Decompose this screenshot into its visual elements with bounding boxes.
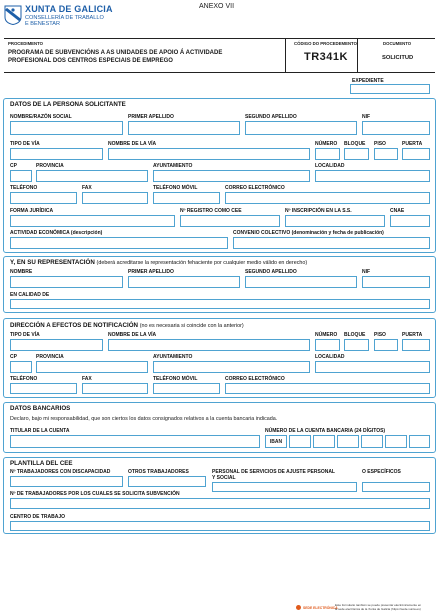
ajuste-field[interactable] [212,482,357,492]
email-field[interactable] [225,192,430,204]
sede-electronica-badge: SEDE ELECTRÓNICA [296,605,338,610]
titular-field[interactable] [10,435,260,448]
tipo-via-field[interactable] [10,148,103,160]
not-fax-field[interactable] [82,383,148,394]
label-rep-apellido1: PRIMER APELLIDO [128,269,174,275]
centro-field[interactable] [10,521,430,531]
label-nombre-via: NOMBRE DE LA VÍA [108,141,157,147]
procedure-code-label: CÓDIGO DO PROCEDEMENTO [294,41,357,46]
iban-block-5[interactable] [385,435,407,448]
label-apellido2: SEGUNDO APELLIDO [245,114,297,120]
apellido1-field[interactable] [128,121,240,135]
label-especificos: O ESPECÍFICOS [362,469,401,475]
label-not-fax: FAX [82,376,92,382]
procedure-label: PROCEDIMENTO [8,41,44,46]
logo-title: XUNTA DE GALICIA [25,4,113,14]
apellido2-field[interactable] [245,121,357,135]
label-apellido1: PRIMER APELLIDO [128,114,174,120]
label-cp: CP [10,163,17,169]
forma-juridica-field[interactable] [10,215,175,227]
not-bloque-field[interactable] [344,339,369,351]
label-centro: CENTRO DE TRABAJO [10,514,66,520]
logo-subtitle: CONSELLERÍA DE TRABALLO E BENESTAR [25,15,104,28]
label-bloque: BLOQUE [344,141,366,147]
not-numero-field[interactable] [315,339,340,351]
footer-note: Este formulario también se puede presentar electrónicamente en la sede electrónica de la Xunta de Galicia (https://sede.xunta.es) [335,603,422,611]
label-not-piso: PISO [374,332,386,338]
label-ayuntamiento: AYUNTAMIENTO [153,163,193,169]
notification-title: DIRECCIÓN A EFECTOS DE NOTIFICACIÓN (no es necesaria si coincide con la anterior) [10,322,244,329]
cnae-field[interactable] [390,215,430,227]
label-not-cp: CP [10,354,17,360]
annex-label: ANEXO VII [199,3,235,10]
otros-field[interactable] [128,476,206,487]
registro-cee-field[interactable] [180,215,280,227]
procedure-title: PROGRAMA DE SUBVENCIÓNS A AS UNIDADES DE APOIO Á ACTIVIDADE PROFESIONAL DOS CENTROS ESPECIAIS DE EMPREGO [8,50,223,64]
label-rep-apellido2: SEGUNDO APELLIDO [245,269,297,275]
not-tipo-via-field[interactable] [10,339,103,351]
label-tipo-via: TIPO DE VÍA [10,141,40,147]
iban-block-2[interactable] [313,435,335,448]
label-not-nombre-via: NOMBRE DE LA VÍA [108,332,157,338]
actividad-field[interactable] [10,237,228,249]
label-not-localidad: LOCALIDAD [315,354,345,360]
label-not-puerta: PUERTA [402,332,423,338]
bank-declaration: Declaro, bajo mi responsabilidad, que son ciertos los datos consignados relativos a la cuenta bancaria indicada. [10,416,278,422]
puerta-field[interactable] [402,148,430,160]
cp-field[interactable] [10,170,32,182]
rep-apellido2-field[interactable] [245,276,357,288]
movil-field[interactable] [153,192,220,204]
discapacidad-field[interactable] [10,476,123,487]
label-cuenta: NÚMERO DE LA CUENTA BANCARIA (24 DÍGITOS) [265,428,386,434]
not-piso-field[interactable] [374,339,398,351]
label-puerta: PUERTA [402,141,423,147]
representation-title: Y, EN SU REPRESENTACIÓN (deberá acreditarse la representación fehaciente por cualquier medio válido en derecho) [10,259,308,266]
label-movil: TELÉFONO MÓVIL [153,185,198,191]
expediente-field[interactable] [350,84,430,94]
not-nombre-via-field[interactable] [108,339,310,351]
document-value: SOLICITUD [382,55,414,61]
subvencion-field[interactable] [10,498,430,509]
iban-block-6[interactable] [409,435,430,448]
not-email-field[interactable] [225,383,430,394]
telefono-field[interactable] [10,192,77,204]
label-telefono: TELÉFONO [10,185,38,191]
nombre-field[interactable] [10,121,123,135]
rep-apellido1-field[interactable] [128,276,240,288]
procedure-header [4,38,435,73]
label-provincia: PROVINCIA [36,163,64,169]
label-nif: NIF [362,114,371,120]
sede-icon [296,605,301,610]
localidad-field[interactable] [315,170,430,182]
label-subvencion: Nº DE TRABAJADORES POR LOS CUALES SE SOLICITA SUBVENCIÓN [10,491,180,497]
label-forma-juridica: FORMA JURÍDICA [10,208,54,214]
iban-block-1[interactable] [289,435,311,448]
label-registro-cee: Nº REGISTRO COMO CEE [180,208,242,214]
label-not-provincia: PROVINCIA [36,354,64,360]
label-rep-nombre: NOMBRE [10,269,33,275]
nif-field[interactable] [362,121,430,135]
label-rep-nif: NIF [362,269,371,275]
ayuntamiento-field[interactable] [153,170,310,182]
label-not-bloque: BLOQUE [344,332,366,338]
especificos-field[interactable] [362,482,430,492]
label-fax: FAX [82,185,92,191]
label-actividad: ACTIVIDAD ECONÓMICA (descripción) [10,230,103,236]
numero-field[interactable] [315,148,340,160]
staff-title: PLANTILLA DEL CEE [10,460,73,467]
not-telefono-field[interactable] [10,383,77,394]
label-not-tipo-via: TIPO DE VÍA [10,332,40,338]
label-not-movil: TELÉFONO MÓVIL [153,376,198,382]
rep-nombre-field[interactable] [10,276,123,288]
convenio-field[interactable] [233,237,430,249]
not-cp-field[interactable] [10,361,32,373]
nombre-via-field[interactable] [108,148,310,160]
not-movil-field[interactable] [153,383,220,394]
expediente-label: EXPEDIENTE [352,78,384,84]
procedure-code: TR341K [304,51,348,63]
label-cnae: CNAE [390,208,405,214]
piso-field[interactable] [374,148,398,160]
not-ayuntamiento-field[interactable] [153,361,310,373]
applicant-title: DATOS DE LA PERSONA SOLICITANTE [10,101,126,108]
rep-nif-field[interactable] [362,276,430,288]
bank-title: DATOS BANCARIOS [10,405,71,412]
xunta-flag-logo-icon [4,5,22,25]
label-not-telefono: TELÉFONO [10,376,38,382]
label-not-numero: NÚMERO [315,332,338,338]
not-puerta-field[interactable] [402,339,430,351]
fax-field[interactable] [82,192,148,204]
label-email: CORREO ELECTRÓNICO [225,185,285,191]
not-localidad-field[interactable] [315,361,430,373]
rep-calidad-field[interactable] [10,299,430,309]
inscripcion-ss-field[interactable] [285,215,385,227]
label-piso: PISO [374,141,386,147]
iban-block-3[interactable] [337,435,359,448]
label-rep-calidad: EN CALIDAD DE [10,292,50,298]
document-label: DOCUMENTO [383,41,412,46]
label-localidad: LOCALIDAD [315,163,345,169]
label-not-email: CORREO ELECTRÓNICO [225,376,285,382]
iban-block-4[interactable] [361,435,383,448]
label-otros: OTROS TRABAJADORES [128,469,189,475]
label-numero: NÚMERO [315,141,338,147]
label-inscripcion-ss: Nº INSCRIPCIÓN EN LA S.S. [285,208,352,214]
bloque-field[interactable] [344,148,369,160]
label-titular: TITULAR DE LA CUENTA [10,428,70,434]
label-convenio: CONVENIO COLECTIVO (denominación y fecha de publicación) [233,230,384,236]
provincia-field[interactable] [36,170,148,182]
not-provincia-field[interactable] [36,361,148,373]
label-not-ayuntamiento: AYUNTAMIENTO [153,354,193,360]
label-nombre: NOMBRE/RAZÓN SOCIAL [10,114,72,120]
label-discapacidad: Nº TRABAJADORES CON DISCAPACIDAD [10,469,111,475]
iban-label: IBAN [265,435,287,448]
label-ajuste: PERSONAL DE SERVICIOS DE AJUSTE PERSONAL Y SOCIAL [212,469,335,481]
